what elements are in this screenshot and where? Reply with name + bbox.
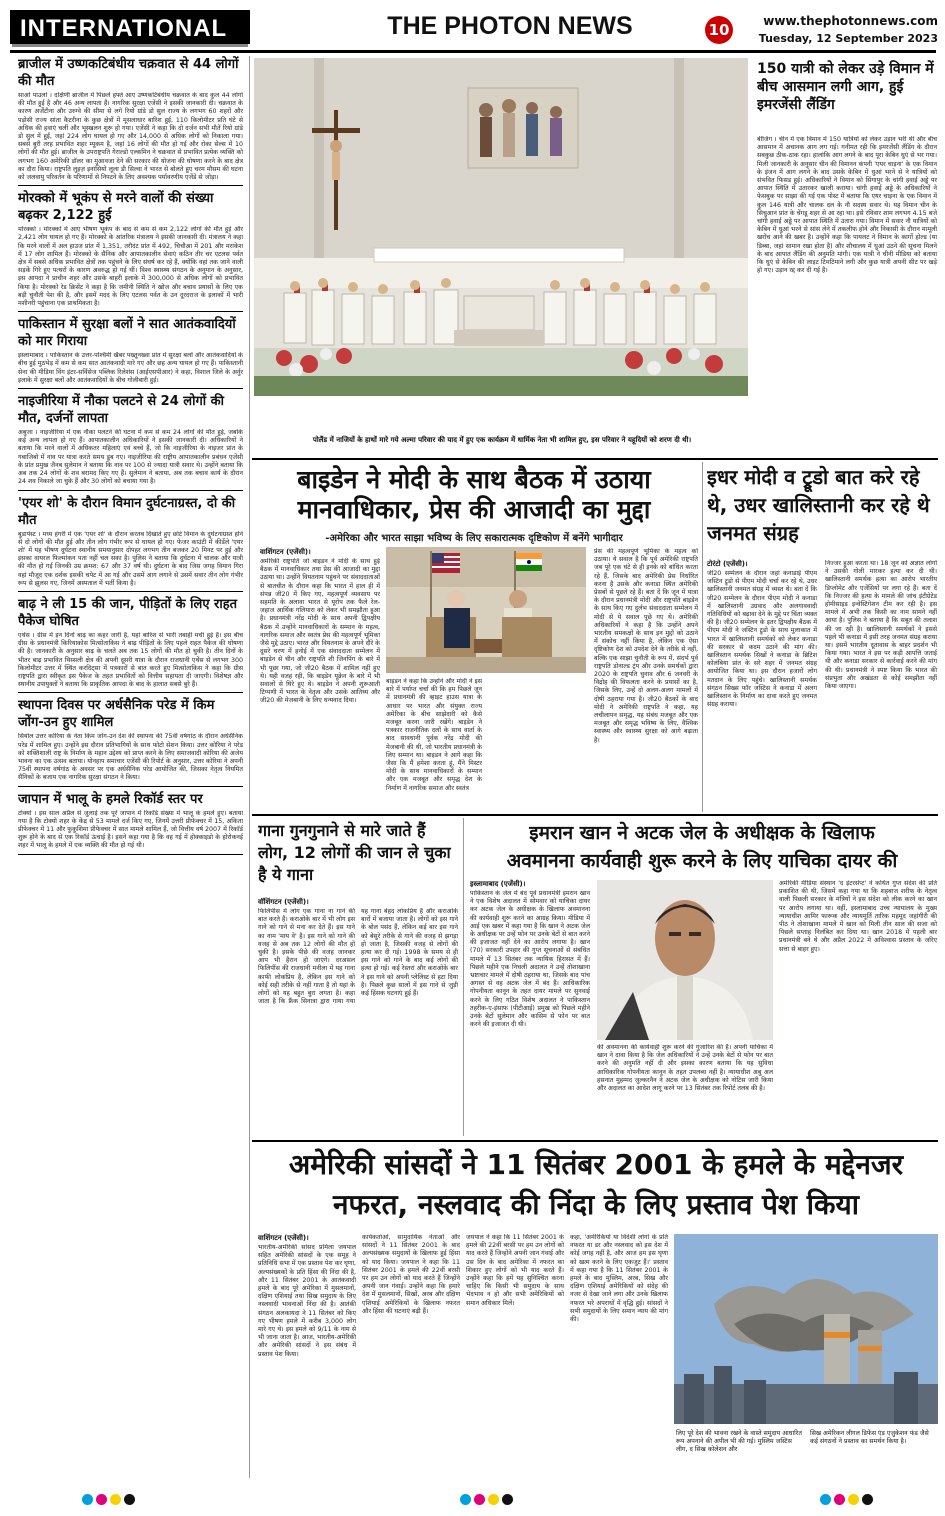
modi-headline-line1: बाइडेन ने मोदी के साथ बैठक में उठाया [297,465,651,494]
registration-dot-icon [110,1494,121,1505]
story-rule [18,591,243,592]
story-rule [18,786,243,787]
us-body-col1: भारतीय-अमेरिकी सांसद प्रमिला जयपाल सहित अमेरिकी सांसदों के एक समूह ने प्रतिनिधि सभा में एक प्रस्ताव पेश कर घृणा, अल्पसंख्यकों के प्रति हिंसा की निंदा की है, और 11 सितंबर 2001 के आतंकवादी हमले के बाद पूरे अमेरिका में मुसलमानों, दक्षिण एशियाई तथा सिख समुदाय के लिए नस्लवादी भावनाओं निंदा की है। आतंकी संगठन अलकायदा ने 11 सितंबर को किए गए भीषण हमले में करीब 3,000 लोग मारे गए थे। इस हमले को 9/11 के नाम से भी जाना जाता है। आज, भारतीय-अमेरिकी और अमेरिकी सांसदों ने इस संबंध में प्रस्ताव पेश किया। [258,1244,356,1358]
us-body-col3: जयपाल ने कहा कि 11 सितंबर 2001 के हमले की 22वीं बरसी पर हम उन लोगों को याद करते हैं जिन्होंने अपनी जान गंवाई और उस दिन के बाद अमेरिका में नफरत का शिकार हुए लोगों को भी याद करते हैं। उन्होंने कहा कि हमें यह सुनिश्चित करना चाहिए कि किसी भी समुदाय के साथ भेदभाव न हो और सभी अमेरिकियों को समान अधिकार मिलें। [466,1234,564,1307]
wtc-attack-photo-image [674,1234,938,1424]
left-story-headline: ब्राजील में उष्णकटिबंधीय चक्रवात से 44 लोगों की मौत [18,57,239,89]
us-photo-caption-2: सिख अमेरिकन लीगल डिफेंस एंड एजुकेशन फंड जैसे कई संगठनों ने प्रस्ताव का समर्थन किया है। [810,1430,929,1445]
section-rule-2 [252,814,938,816]
imran-headline-line1: इमरान खान ने अटक जेल के अधीक्षक के खिलाफ [529,822,875,844]
masthead-rule [10,50,936,53]
registration-dot-icon [82,1494,93,1505]
song-dateline: वॉशिंगटन (एजेंसी)। [258,898,309,906]
us-body-col2: कार्यकर्ताओं, सामुदायिक नेताओं और सांसदों ने 11 सितंबर 2001 के बाद अल्पसंख्यक समुदायों के खिलाफ हुई हिंसा को याद किया। जयपाल ने कहा कि 11 सितंबर 2001 के हमले की 22वीं बरसी पर हम उन लोगों को याद करते हैं जिन्होंने अपनी जान गंवाई। उन्होंने कहा कि हमारे देश में मुसलमानों, सिखों, अरब और दक्षिण एशियाई अमेरिकियों के खिलाफ नफरत और हिंसा की घटनाएं बढ़ी हैं। [362,1234,460,1315]
column-divider-3 [463,818,464,1136]
left-story [18,190,243,312]
imran-dateline: इस्लामाबाद (एजेंसी)। [470,880,526,888]
left-story-body: मोरक्को । मोरक्को में आए भीषण भूकंप के बाद से कम से कम 2,122 लोगों की मौत हुई और 2,421 लोग घायल हो गए हैं। मोरक्को के आंतरिक मंत्रालय ने इसकी जानकारी दी। मंत्रालय ने कहा कि मरने वालों में अल हाउज प्रांत में 1,351, तरौदंट प्रांत में 492, चिचौआ में 201 और मराकेश में 17 लोग शामिल हैं। मोरक्को के सैनिक और आपातकालीन सेवाएं कठिन तीर चर एटलस पर्वत क्षेत्र में सबसे अधिक प्रभावित क्षेत्रों तक पहुंचने के लिए संघर्ष कर रहे हैं, क्योंकि वहां तक जाने वाली सड़कें गिरे हुए पत्थरों के कारण अवरुद्ध हो गई थीं। विश्व स्वास्थ्य संगठन के अनुमान के अनुसार, इस आपदा ने प्राचीन शहर और उसके बाहरी इलाके में 300,000 से अधिक लोगों को प्रभावित किया है। मोरक्को रेड क्रिसेंट ने कहा है कि जमीनी स्थिति ने खोज और बचाव प्रयासों के लिए एक बड़ी चुनौती पेश की है, और इसमें मदद के लिए एटलस पर्वत के उन दूरदराज के इलाकों में भारी मशीनरी पहुंचाना एक प्राथमिकता है। [18,226,243,308]
section-rule [252,458,938,460]
trudeau-dateline: टोरंटो (एजेंसी)। [707,560,748,568]
left-story-body: साओ पाउलो । दक्षिणी ब्राजील में पिछले हफ्ते आए उष्णकटिबंधीय चक्रवात के बाद कुल 44 लोगों की मौत हुई है और 46 अन्य लापता हैं। नागरिक सुरक्षा एजेंसी ने इसकी जानकारी दी। चक्रवात के कारण अर्जेंटीना और उरुग्वे की सीमा से लगे रियो ग्रांडे डो सुल राज्य के लगभग 60 शहरों और पड़ोसी राज्य सांता कैटरीना के कुछ क्षेत्रों में मूसलाधार बारिश हुई, 110 किलोमीटर प्रति घंटे से अधिक की हवाएं चलीं और भूस्खलन शुरू हो गया। एजेंसी ने कहा कि दो दर्जन सभी मौतें रियो ग्रांडे डो सुल में हुईं, जहां 224 लोग घायल हो गए और 14,000 से अधिक लोगों को निकाला गया। सबसे बुरी तरह प्रभावित शहर म्यूकम है, जहां 16 लोगों की मौत हो गई और रोका सेल्स में 10 लोगों की मौत हुई। ब्राजील के उपराष्ट्रपति गेराल्डो एल्कमिन ने चक्रवात से प्रभावित प्रत्येक व्यक्ति को लगभग 160 अमेरिकी डॉलर का मुआवजा देने की सरकार की योजना की घोषणा करने के बाद क्षेत्र का दौरा किया। राष्ट्रपति लुइज़ इनासियो लूला डी सिल्वा ने भारत से बोलते हुए चरम मौसम की घटना को जलवायु परिवर्तन के परिणामों से निपटने के लिए अवश्यक पर्यावरणीय एजेंडे से जोड़ा। [18,92,243,182]
left-story-headline: पाकिस्तान में सुरक्षा बलों ने सात आतंकवादियों को मार गिराया [18,317,236,350]
modi-body-col1: अमेरिकी राष्ट्रपति जो बाइडन ने मोदी के साथ हुई बैठक में मानवाधिकार तथा प्रेस की आजादी का मुद्दा उठाया था। उन्होंने वियतनाम पहुंचने पर संवाददाताओं से बातचीत के दौरान कहा कि भारत में हाल ही में संपन्न जी20 में किए गए, महत्वपूर्ण व्यवसाय पर सहमति के अलावा भारत से यूरोप तक फैले रेल-जहाज आर्थिक गलियारा को लेकर भी समझौता हुआ है। प्रधानमंत्री नरेंद्र मोदी के साथ अपनी द्विपक्षीय बैठक में उन्होंने मानवाधिकारों के सम्मान के महत्व, नागरिक समाज और स्वतंत्र प्रेस की महत्वपूर्ण भूमिका जैसे मुद्दे उठाए। भारत और वियतनाम के अपने दौरे के दूसरे चरण में हनोई में एक संवाददाता सम्मेलन में बाइडेन से चीन और राष्ट्रपति शी जिनपिंग के बारे में भी पूछा गया, जो जी20 बैठक में शामिल नहीं हुए थे। यही वजह रही, कि बाइडेन यूक्रेन के बारे में भी सवालों से घिरे हुए थे। बाइडेन ने अपनी शुरूआती टिप्पणी में भारत के नेतृत्व और उसके आतिथ्य और जी20 की मेजबानी के लिए धन्यवाद दिया। [260,558,380,705]
left-story [18,697,243,786]
plane-story-headline: 150 यात्री को लेकर उड़े विमान में बीच आसमान लगी आग, हुई इमरजेंसी लैंडिंग [757,61,934,113]
site-url[interactable]: www.thephotonnews.com [763,14,938,28]
song-body: फिलिपींस में लोग एक गाना ना गाने की बात करते हैं। कराओके बार में भी लोग इस गाने को गाने से मना कर देते हैं। इस गाने का नाम 'माय वे' है। इस गाने को गाने की वजह से अब तक 12 लोगों की मौत हो चुकी है। इसके पीछे की वजह जानकर आप भी हैरान हो जाएंगे। दरअसल फिलिपींस की राजधानी मनीला में यह गाना काफी लोकप्रिय है, लेकिन इस गाने को कोई सही तरीके से नहीं गाता है तो यहां के लोगों को यह बहुत बुरा लगता है। कहा जाता है कि फ्रैंक सिनात्रा द्वारा गाया गया यह गाना बेहद लोकप्रिय है और कराओके बारों में बजाया जाता है। लोगों को इस गाने के बोल पसंद हैं, लेकिन कई बार इस गाने को बेसुरे तरीके से गाने की वजह से झगड़ा हो जाता है, जिसकी वजह से लोगों की हत्या कर दी गई। 1998 के समय से ही इस गाने को गाने के बाद कई लोगों की हत्या हो गई। कई रेस्तरां और कराओके बार ने इस गाने को अपनी प्लेलिस्ट से हटा दिया है। पिछले कुछ सालों में इस गाने से जुड़ी कई हिंसक घटनाएं हुई हैं। [258,908,458,1006]
imran-body-col3: अमेरिकी मीडिया संस्थान 'द इंटरसेप्ट' ने कथित गुप्त संदेश की प्रति प्रकाशित की थी, जिसमें कहा गया था कि शहबाज शरीफ के नेतृत्व वाली पिछली सरकार के मंत्रियों ने इस संदेश को लीक करने का खान पर आरोप लगाया था। वहीं, इस्लामाबाद उच्च न्यायालय के मुख्य न्यायाधीश आमिर फारूक और न्यायमूर्ति तारिक महमूद जहांगीरी की पीठ ने तोशाखाना मामले में खान को मिली तीन साल की सजा को पिछले सप्ताह निलंबित कर दिया था। खान 2018 में पहली बार प्रधानमंत्री बने थे और अप्रैल 2022 में अविश्वास प्रस्ताव के जरिए सत्ता से बाहर हुए। [779,880,937,953]
us-dateline: वाशिंगटन (एजेंसी)। [258,1234,309,1242]
section-rule-3 [252,1140,938,1142]
modi-body-col2b [488,678,588,808]
left-story-body: बुडापेस्ट । मध्य हंगरी में एक 'एयर शो' के दौरान करतब दिखाते हुए छोटे विमान के दुर्घटनाग्रस्त होने से दो लोगों की मौत हुई और तीन लोग गंभीर रूप से घायल हो गए। फेजर काउंटी में कीर्डेले 'एयर शो' में यह भीषण दुर्घटना स्थानीय समयानुसार दोपहर लगभग तीन बजकर 20 मिनट पर हुई और इसका वायरल फिल्मांकन पता नहीं चल सका है। पुलिस ने बताया कि दुर्घटना में चालक और यात्री की मौत हो गई जिनकी उम्र क्रमश: 67 और 37 वर्ष थी। दुर्घटना के बाद जिस जगह विमान गिरा वहां मौजूद एक दर्शक इसकी चपेट में आ गई और उसमें आग लगाने से उसमें सवार तीन लोग गंभीर रूप से झुलस गए, जिनमें अस्पताल में भर्ती किया है। [18,530,243,587]
left-news-column [18,56,243,1476]
registration-dot-icon [124,1494,135,1505]
left-story-headline: 'एयर शो' के दौरान विमान दुर्घटनाग्रस्त, दो की मौत [18,495,236,528]
story-rule [18,692,243,693]
story-rule [18,490,243,491]
story-rule [18,185,243,186]
left-story-headline: मोरक्को में भूकंप से मरने वालों की संख्या बढ़कर 2,122 हुई [18,191,214,224]
imran-body-col1: पाकिस्तान के जेल में बंद पूर्व प्रधानमंत्री इमरान खान ने एक विशेष अदालत में सोमवार को याचिका दायर कर अटक जेल के अधीक्षक के खिलाफ अवमानना की कार्यवाही शुरू करने का आग्रह किया। मीडिया में आई एक खबर में कहा गया है कि खान ने अटक जेल के अधीक्षक पर उन्हें फोन पर उनके बेटों से बात करने की इजाजत नहीं देने का आरोप लगाया है। खान (70) सरकारी उपहार की गुप्त सूचनाओं से संबंधित मामले में 13 सितंबर तक न्यायिक हिरासत में हैं। पिछले महीने एक निचली अदालत ने उन्हें तोशाखाना भ्रष्टाचार मामले में दोषी ठहराया था, जिसके बाद पांच अगस्त से वह अटक जेल में बंद हैं। आधिकारिक गोपनीयता कानून के तहत दायर मामले पर सुनवाई करने के लिए गठित विशेष अदालत ने पाकिस्तान तहरीक-ए-इंसाफ (पीटीआई) प्रमुख को पिछले महीने उनके बेटों सुलेमान और कासिम से फोन पर बात करने की इजाजत दी थी। [470,890,590,1029]
trudeau-body-col1: जी20 सम्मेलन के दौरान जहां कनाडाई पीएम जस्टिन ट्रूडो से पीएम मोदी चर्चा कर रहे थे, उधर खालिस्तानी जनमत संग्रह में व्यस्त थे। बता दें कि जी20 सम्मेलन के दौरान पीएम मोदी ने कनाडा में खालिस्तानी उग्रवाद और अलगाववादी गतिविधियों को बढ़ावा देने के मुद्दे पर चिंता व्यक्त की है। जी20 सम्मेलन के इतर द्विपक्षीय बैठक में पीएम मोदी ने जस्टिन ट्रूडो के साथ मुलाकात में भारत में खालिस्तानी समर्थकों को लेकर कनाडा की सरकार से कदम उठाने की मांग की। खालिस्तान समर्थक सिखों ने कनाडा के ब्रिटिश कोलंबिया प्रांत के सरे शहर में जनमत संग्रह आयोजित किया था। इस दौरान हजारों लोग मतदान के लिए पहुंचे। खालिस्तानी समर्थक संगठन सिख्स फॉर जस्टिस ने कनाडा में अलग खालिस्तान के निर्माण का दावा करते हुए जनमत संग्रह कराया। [707,570,817,709]
story-rule [18,388,243,389]
song-headline: गाना गुनगुनाने से मारे जाते हैं लोग, 12 लोगों की जान ले चुका है ये गाना [258,821,451,884]
section-label: INTERNATIONAL [10,10,250,44]
registration-dot-icon [460,1494,471,1505]
registration-dot-icon [862,1494,873,1505]
left-story-headline: नाइजीरिया में नौका पलटने से 24 लोगों की मौत, दर्जनों लापता [18,394,225,427]
biden-modi-photo-image [386,547,586,673]
ceremony-photo [254,58,748,432]
newspaper-logo: THE PHOTON NEWS [387,12,633,40]
left-story-body: सियोल उत्तर कोरिया के नेता किम जोंग-उन देश की स्थापना की 75वीं वर्षगांठ के दौरान अर्धसैनिक परेड में शामिल हुए। उन्होंने इस दौरान प्रतिभागियों के साथ फोटो सेशन किया। उत्तर कोरिया ने परेड को शक्तिशाली राष्ट्र के निर्माण के महान उद्देश्य को प्राप्त करने के लिए समाजवादी कोरिया की अजेय भावना का एक उत्सव बताया। योनहाप समाचार एजेंसी की रिपोर्ट के अनुसार, उत्तर कोरिया ने अपनी 75वीं स्थापना वर्षगांठ के अवसर पर एक अर्धसैनिक परेड आयोजित की, जिसका नेतृत्व नियमित सैनिकों के बजाय एक नागरिक सुरक्षा संगठन ने किया। [18,733,243,782]
modi-body-col3: प्रेस की महत्वपूर्ण भूमिका के महत्व को उठाया। ये सवाल है कि पूर्व अमेरिकी राष्ट्रपति जब पूरे एक घंटे से ही इनके को बांधित करता रहे हैं, जिसके बाद अमेरिकी प्रेस निर्धारित करना है उसके और कनाडा स्थित अमेरिकी प्रेसबों से पूछते रहे हैं। बता दें कि जून में यात्रा के दौरान प्रधानमंत्री मोदी और राष्ट्रपति बाइडेन के साथ किए गए दुर्लभ संवाददाता सम्मेलन में मोदी से ये सवाल पूछे गए थे। अमेरिकी अधिकारियों ने कहा है कि उन्होंने अपने भारतीय समकक्षों के साथ इन मुद्दों को उठाने में संकोच नहीं किया है, लेकिन एक ऐसा दृष्टिकोण देश को उपदेश देने के तरीके से नहीं, बल्कि एक साझा चुनौती के रूप में, संदर्भ पूर्व राष्ट्रपति डोनाल्ड ट्रंप और उनके समर्थकों द्वारा 2020 के राष्ट्रपति चुनाव और 6 जनवरी के विद्रोह की विफलता करने के प्रयासों का है, जिसके लिए, उन्हें दो अलग-अलग मामलों में दोषी ठहराया गया है। जी20 बैठकों के बाद मोदी ने अमेरिकी राष्ट्रपति ने कहा, यह लचीलापन समृद्ध, यह संबंध मजबूत और एक मजबूत और समृद्ध भविष्य के लिए, वैश्विक स्वास्थ्य और स्वास्थ्य सुरक्षा को आगे बढ़ाता है। [594,548,698,744]
trudeau-body-col2: निज्जर हुआ करता था। 18 जून को अज्ञात लोगों ने उसकी गोली मारकर हत्या कर दी थी। खालिस्तानी समर्थक हत्या का आरोप भारतीय डिप्लोमेट और एजेंसियों पर लगा रहे हैं। बता दें कि निज्जर की हत्या के मामले की जांच इंटीग्रेटेड होमीसाइड इन्वेस्टिगेशन टीम कर रही है। इस मामले में अभी तक किसी का नाम सामने नहीं आया है। पुलिस ने बताया है कि सबूत की तलाश की जा रही है। खालिस्तानी समर्थकों ने इससे पहले भी कनाडा में इसी तरह जनमत संग्रह कराया था। इसमें भारतीय दूतावास के बाहर प्रदर्शन भी किया गया। भारत ने इस पर कड़ी आपत्ति जताई थी और कनाडा सरकार से कार्रवाई करने की मांग की थी। प्रधानमंत्री ने स्पष्ट किया कि भारत की संप्रभुता और अखंडता से कोई समझौता नहीं किया जाएगा। [825,560,937,691]
left-story [18,495,243,592]
us-photo-caption-1: लिए पूरे देश की भावना रखने के वास्ते समुदाय आधारित रूप अपनाने की अपील भी की गई। मुस्लिम जस्टिस लीग, द सिख कोलेशन और [676,1430,802,1453]
ceremony-photo-image [254,58,748,432]
left-story [18,596,243,693]
left-story-body: अबुजा । नाइजीरिया में एक नौका पलटने की घटना में कम से कम 24 लोगों की मौत हुई, जबकि कई अन्य लापता हो गए हैं। आपातकालीन अधिकारियों ने इसकी जानकारी दी। अधिकारियों ने बताया कि मरने वालों में अधिकतर महिलाएं एवं बच्चे हैं, जो कि नाइजीरिया के नाइजर प्रांत के गबाजिबो में नाव पर यात्रा करते समय डूब गए। नाइजीरिया की राष्ट्रीय आपातकालीन प्रबंधन एजेंसी के प्रांत प्रमुख जैनब सुलेमान ने बताया कि नाव पर 100 से ज्यादा यात्री सवार थे। उन्होंने बताया कि अब तक 24 लोगों के शव बरामद किए गए हैं। सुलेमान ने बताया, अब तक बचाव कार्य के दौरान 24 शव निकाले जा चुके हैं और 30 लोगों को बचाया गया है। [18,429,243,486]
left-story-headline: बाढ़ ने ली 15 की जान, पीड़ितों के लिए राहत पैकेज घोषित [18,596,238,629]
modi-subhead: -अमेरिका और भारत साझा भविष्य के लिए सकारात्मक दृष्टिकोण में बनेंगे भागीदार [325,533,623,544]
left-story [18,56,243,186]
photo-caption: पोलैंड में नाजियों के हाथों मारे गये अल्मा परिवार की याद में हुए एक कार्यक्रम में धार्मिक नेता भी शामिल हुए, इस परिवार ने यहूदियों को शरण दी थी। [312,436,692,444]
wtc-attack-photo [674,1234,938,1424]
left-story [18,791,243,855]
modi-headline-line2: मानवाधिकार, प्रेस की आजादी का मुद्दा [297,495,651,524]
modi-body-col2: बाइडन ने कहा कि उन्होंने और मोदी ने इस बारे में पर्याप्त चर्चा की कि हम पिछले जून में प्रधानमंत्री की व्हाइट हाउस यात्रा के आधार पर भारत और संयुक्त राज्य अमेरिका के बीच साझेदारी को कैसे मजबूत करना जारी रखेंगे। बाइडेन ने पत्रकार राजनीतिक दलों के साथ वार्ता के बाद सावधानी पूर्वक नरेंद्र मोदी की मेजबानी की थी, जो भारतीय प्रधानमंत्री के लिए सम्मान था। बाइडन ने आगे कहा कि जैसा कि मैं हमेशा करता हूं, मैंने मिस्टर मोदी के साथ मानवाधिकारों के सम्मान और एक मजबूत और समृद्ध देश के निर्माण में नागरिक समाज और स्वतंत्र [386,678,482,792]
registration-dot-icon [96,1494,107,1505]
imran-headline-line2: अवमानना कार्यवाही शुरू करने के लिए याचिका दायर की [506,850,898,872]
page-number: 10 [705,16,733,44]
registration-dot-icon [474,1494,485,1505]
left-story-body: इस्लामाबाद । पाकिस्तान के उत्तर-पश्चिमी खैबर पख्तूनख्वा प्रांत में सुरक्षा बलों और आतंकवादियों के बीच हुई मुठभेड़ में कम से कम सात आतंकवादी मारे गए और छह अन्य घायल हो गए हैं। पाकिस्तानी सेना की मीडिया विंग इंटर-सर्विसेज पब्लिक रिलेशंस (आईएसपीआर) ने कहा, विशाल जिले के अर्नुर इलाके में सुरक्षा बलों और आतंकवादियों के बीच गोलीबारी हुई। [18,352,243,384]
us-headline-line2: नफरत, नस्लवाद की निंदा के लिए प्रस्ताव पेश किया [333,1188,859,1221]
biden-modi-photo [386,547,586,673]
imran-khan-photo [597,880,773,1040]
left-story [18,393,243,490]
column-divider-2 [702,462,703,812]
registration-dot-icon [488,1494,499,1505]
registration-dot-icon [502,1494,513,1505]
left-story-body: एथेंस । ग्रीस में इन दिनों बाढ़ का कहर जारी है, यहां बारिश से भारी तबाही मची हुई है। इस बीच ग्रीस के प्रधानमंत्री किरियाकोस मित्सोताकिस ने बाढ़ पीड़ितों के लिए पहले राहत पैकेज की घोषणा की है। जानकारी के अनुसार बाढ़ के चलते अब तक 15 लोगों की मौत हो चुकी है। तीन दिनों के भीतर बाढ़ प्रभावित थिस्सली क्षेत्र की अपनी दूसरी यात्रा के दौरान राजधानी एथेंस से लगभग 300 किलोमीटर उत्तर में स्थित करदिट्सा में पत्रकारों से बात करते हुए मित्सोताकिस ने कहा कि ग्रीस राष्ट्रपति द्वारा स्वीकृत इस पैकेज के तहत प्रभावितों को वित्तीय सहायता दी जाएगी। विशेषज्ञ और स्थानीय उपायुक्तों ने बताया कि प्राकृतिक आपदा के बाद के हालात सबसे बुरे हैं। [18,631,243,689]
imran-body-col2: की अवमानना की कार्यवाही शुरू करने की गुजारिश की है। अपनी याचिका में खान ने दावा किया है कि जेल अधिकारियों ने उन्हें उनके बेटों से फोन पर बात करने की अनुमति नहीं दी और इसका कारण बताया कि यह सुविधा आधिकारिक गोपनीयता कानून के तहत उपलब्ध नहीं है। न्यायाधीश अबु अल हसनात मुहम्मद जुल्करनैन ने अटक जेल के अधीक्षक को नोटिस जारी किया और अदालत का आदेश लागू करने पर 13 सितंबर तक रिपोर्ट तलब की है। [597,1044,773,1093]
issue-date: Tuesday, 12 September 2023 [758,32,938,45]
left-story-headline: जापान में भालू के हमले रिकॉर्ड स्तर पर [18,791,203,807]
registration-dot-icon [820,1494,831,1505]
modi-dateline: वाशिंगटन (एजेंसी)। [260,548,311,556]
registration-dot-icon [834,1494,845,1505]
left-story-body: टोक्यो । इस साल अप्रैल से जुलाई तक पूरे जापान में रिकॉर्ड संख्या में भालू के हमले हुए। बताया गया है कि टोक्यो शहर के केंद्र से 53 मामले दर्ज किए गए, जिनमें उत्तरी प्रीफेक्चर में 15, अकिता प्रीफेक्चर में 11 और फुकुशिमा प्रीफेक्चर में सात मामले शामिल हैं, जो वित्तीय वर्ष 2007 में रिकॉर्ड शुरू होने के बाद से एक रिकॉर्ड ऊंचाई है। इसने कहा गया है कि वह गई में होक्काइडो के होरोकनई शहर में भालू के हमले में एक व्यक्ति की मौत हो गई थी। [18,809,243,850]
column-divider [249,56,250,1478]
imran-khan-photo-image [597,880,773,1040]
plane-story-body: बीजिंग । चीन में एक विमान में 150 यात्रियों को लेकर उड़ान भरी थी और बीच आसमान में अचानक आग लग गई। गनीमत रही कि इमरजेंसी लैंडिंग के दौरान सबकुछ ठीक-ठाक रहा। हालांकि आग लगने के बाद पूरा केबिन धुएं से भर गया। मिली जानकारी के अनुसार चीन की विमानन कंपनी 'एयर चाइना' के एक विमान के इंजन में आग लगने के बाद उसके केबिन में धुआं भरने से ने यात्रियों को संभवित फिसड हुई। अधिकारियों ने विमान को सिंगापुर के चांगी हवाई अड्डे पर आपात स्थिति में उतारकर खाली कराया। चांगी हवाई अड्डे के अधिकारियों ने फेसबुक पर साझा की गई एक पोस्ट में बताया कि एयर चाइना के एक विमान में कुल 146 यात्री और चालक दल के नौ सदस्य सवार थे। यह विमान चीन के सिचुआन प्रांत के चेंगडू शहर से आ रहा था। इसे रविवार शाम लगभग 4.15 बजे चांगी हवाई अड्डे पर आपात स्थिति में उतारा गया। विमान में सवार नौ यात्रियों को केबिन में धुआं भरने से सांस लेने में तकलीफ होने और निकासी के दौरान मामूली खरोंच आने की खबर है। उन्होंने कहा कि पायलट ने विमान के कार्गो होल्ड (या डिब्बा, जहां सामान रखा होता है) और शौचालय में धुआं उठने की सूचना मिलने के बाद आपात लैंडिंग की अनुमति मांगी। एक यात्री ने चीनी मीडिया को बताया कि धुएं से केबिन की लाइट टिमटिमाने लगी और कुछ यात्री अपनी सीट पर खड़े हो गए। उड़ान रद्द कर दी गई है। [757,136,937,275]
trudeau-headline: इधर मोदी व ट्रूडो बात करे रहे थे, उधर खालिस्तानी कर रहे थे जनमत संग्रह [707,465,930,545]
left-story [18,316,243,389]
left-story-headline: स्थापना दिवस पर अर्धसैनिक परेड में किम जोंग-उन हुए शामिल [18,698,215,731]
print-footer [0,1484,945,1516]
us-headline-line1: अमेरिकी सांसदों ने 11 सितंबर 2001 के हमले के मद्देनजर [288,1148,904,1181]
story-rule [18,311,243,312]
us-body-col4: कहा, 'अमेरिकियों या विदेशी लोगों के प्रति नफरत या डर और नस्लवाद को इस देश में कोई जगह नहीं है, और आज हम इस घृणा को खत्म करने के लिए एकजुट हैं।' प्रस्ताव में कहा गया है कि 11 सितंबर 2001 के हमले के बाद मुस्लिम, अरब, सिख और दक्षिण एशियाई अमेरिकियों को संदेह की नजर से देखा जाने लगा और उनके खिलाफ नफरत भरे अपराधों में वृद्धि हुई। सांसदों ने सभी समुदायों के लिए समान न्याय की मांग की। [570,1234,668,1324]
story-rule [18,854,243,855]
registration-dot-icon [848,1494,859,1505]
